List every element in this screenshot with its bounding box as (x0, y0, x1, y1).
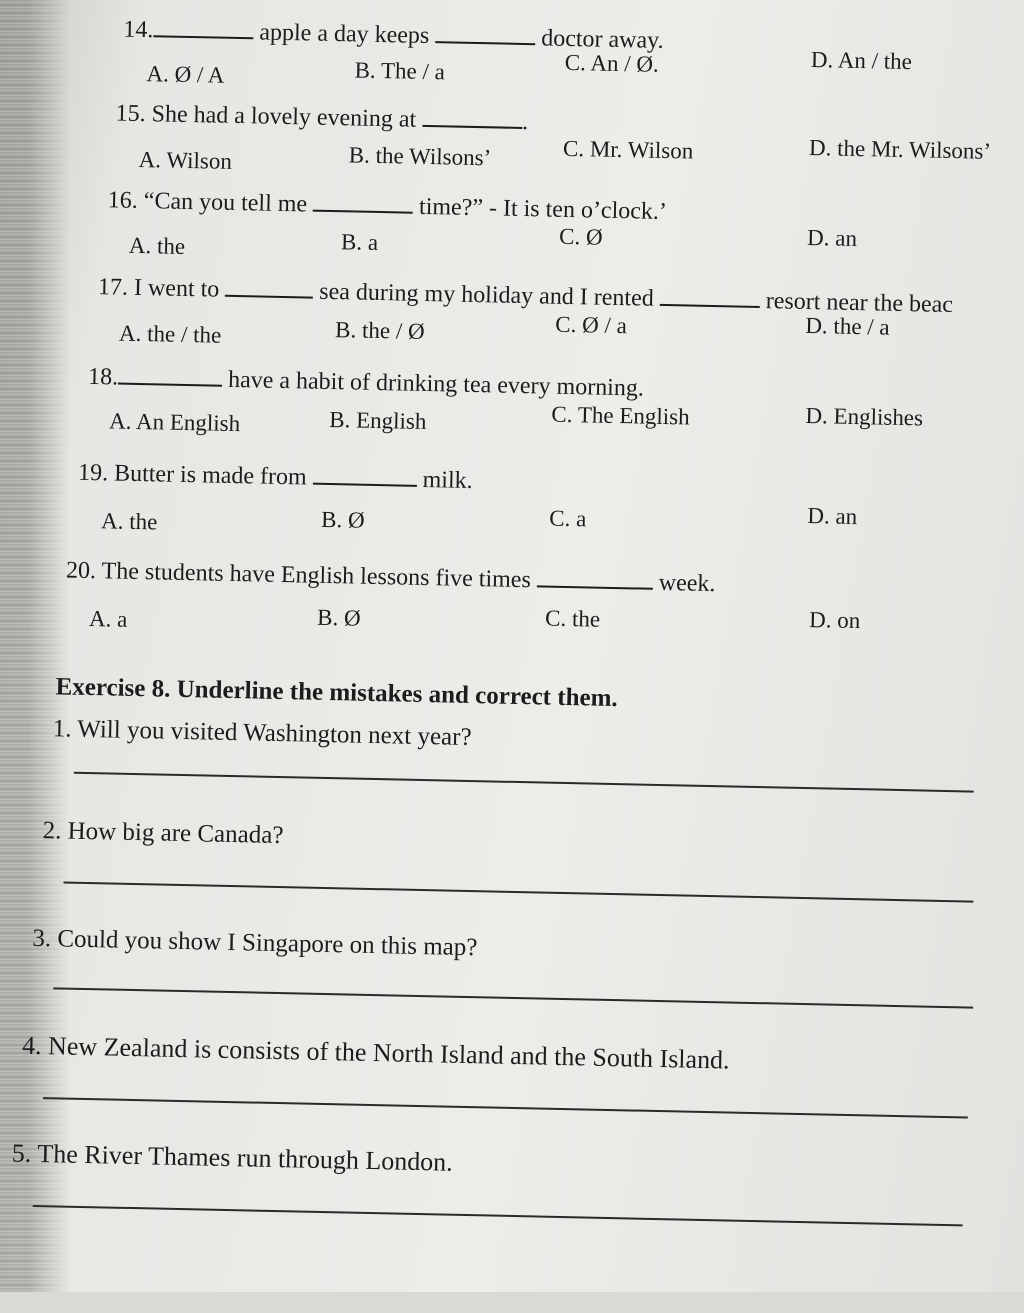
answer-blank (537, 584, 653, 589)
answer-line[interactable] (53, 987, 973, 1008)
item-text: Could you show I Singapore on this map? (57, 925, 478, 962)
option-c: C. Ø / a (555, 311, 628, 339)
answer-line[interactable] (43, 1097, 968, 1118)
option-b: B. Ø (320, 506, 365, 533)
exercise-item-4 (22, 1031, 730, 1076)
option-b: B. the / Ø (334, 317, 425, 344)
option-a: A. a (88, 606, 128, 632)
item-number: 5. (11, 1138, 32, 1168)
option-c: C. The English (551, 401, 690, 430)
option-b: B. the Wilsons’ (348, 142, 492, 171)
item-text: How big are Canada? (67, 817, 284, 850)
answer-line[interactable] (74, 772, 974, 793)
item-number: 1. (52, 715, 72, 743)
option-b: B. English (329, 406, 427, 435)
question-15 (115, 100, 528, 136)
answer-line[interactable] (64, 882, 974, 903)
question-18 (88, 364, 644, 403)
item-number: 2. (42, 817, 62, 845)
question-text: The students have English lessons five times (101, 558, 532, 594)
question-14 (123, 17, 664, 55)
option-b: B. a (340, 229, 379, 255)
option-a: A. Ø / A (146, 61, 225, 88)
question-text: time?” - It is ten o’clock.’ (418, 193, 668, 226)
question-text: I went to (133, 274, 220, 303)
option-c: C. Ø (558, 223, 603, 250)
option-a: A. the (128, 232, 186, 259)
option-c: C. a (549, 505, 587, 532)
question-text: doctor away. (540, 25, 664, 54)
question-20 (66, 558, 716, 599)
item-text: Will you visited Washington next year? (77, 715, 472, 752)
question-text: . (521, 108, 529, 136)
question-number: 15. (115, 100, 146, 128)
answer-line[interactable] (33, 1205, 963, 1226)
question-number: 19. (77, 459, 109, 487)
question-number: 18. (87, 363, 119, 391)
exercise-item-5 (12, 1139, 454, 1178)
option-c: C. Mr. Wilson (562, 135, 694, 164)
answer-blank (225, 294, 313, 299)
question-number: 16. (107, 187, 139, 214)
question-text: apple a day keeps (259, 19, 430, 49)
option-c: C. An / Ø. (564, 49, 659, 77)
option-d: D. Englishes (805, 402, 924, 431)
item-text: New Zealand is consists of the North Island and the South Island. (47, 1031, 730, 1075)
question-text: resort near the beac (765, 288, 954, 319)
question-text: week. (658, 569, 716, 598)
exercise-item-1 (52, 715, 471, 752)
answer-blank (313, 209, 413, 214)
question-text: sea during my holiday and I rented (319, 278, 655, 312)
question-text: milk. (422, 466, 473, 495)
answer-blank (435, 40, 535, 45)
option-d: D. the Mr. Wilsons’ (808, 134, 992, 164)
question-number: 17. (97, 274, 129, 301)
question-17 (98, 274, 953, 319)
answer-blank (422, 124, 522, 129)
option-b: B. The / a (354, 57, 446, 85)
question-text: Butter is made from (113, 460, 307, 491)
answer-blank (313, 482, 417, 487)
option-a: A. the (100, 508, 158, 535)
option-c: C. the (544, 605, 601, 632)
item-number: 4. (21, 1030, 42, 1061)
question-text: She had a lovely evening at (151, 101, 417, 133)
answer-blank (118, 382, 222, 387)
question-number: 20. (65, 557, 97, 585)
item-text: The River Thames run through London. (37, 1139, 454, 1177)
question-16 (108, 187, 668, 226)
option-d: D. the / a (805, 312, 890, 340)
option-d: D. an (807, 503, 858, 530)
answer-blank (660, 303, 760, 308)
question-text: have a habit of drinking tea every morning. (227, 366, 645, 402)
option-a: A. Wilson (138, 146, 233, 174)
option-b: B. Ø (316, 604, 361, 631)
option-a: A. the / the (118, 320, 222, 348)
exercise-item-3 (32, 925, 478, 962)
option-d: D. an (806, 224, 858, 251)
option-d: D. on (808, 607, 861, 634)
question-number: 14. (123, 16, 154, 44)
option-a: A. An English (108, 408, 241, 437)
option-d: D. An / the (810, 46, 913, 75)
question-text: “Can you tell me (143, 188, 308, 218)
exercise-item-2 (42, 817, 283, 850)
item-number: 3. (32, 924, 52, 953)
question-19 (78, 460, 473, 495)
answer-blank (153, 34, 253, 39)
exercise-title: Exercise 8. Underline the mistakes and correct them. (55, 673, 618, 713)
